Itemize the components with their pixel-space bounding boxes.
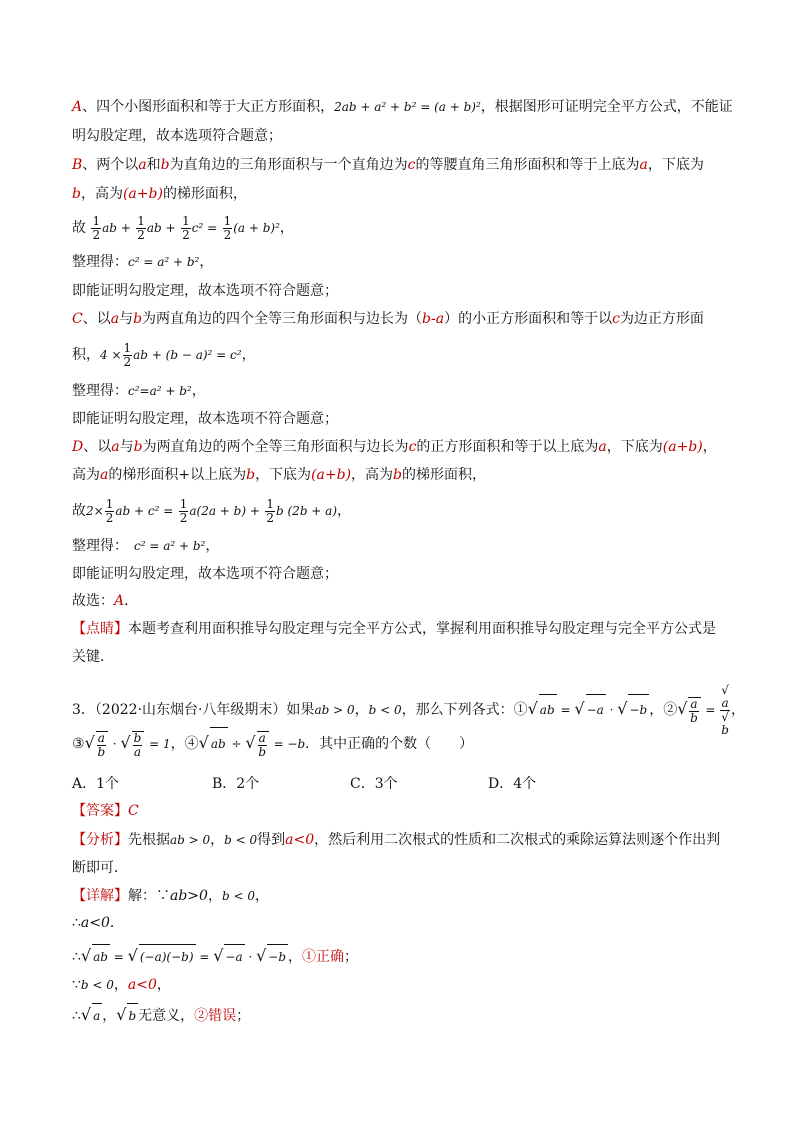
option-a-line-1: A、四个小图形面积和等于大正方形面积，2ab + a² + b² = (a + b)²，根据图形可证明完全平方公式，不能证 (72, 99, 733, 115)
solution-line-5: ∴√ a ，√ b 无意义，②错误； (72, 1003, 250, 1028)
option-c-simplify: 整理得：c²=a² + b²， (72, 383, 206, 399)
fraction-half: $\frac{1}{2}$ (123, 340, 132, 369)
solution-line-4: ∵b < 0，a<0， (72, 977, 171, 993)
fraction-half: $\frac{1}{2}$ (105, 496, 114, 525)
option-c-label: C (72, 311, 83, 327)
key-point-line-2: 关键． (72, 649, 114, 665)
option-d-line-2: 高为a的梯形面积+以上底为b，下底为(a+b)，高为b的梯形面积， (72, 467, 486, 483)
fraction-half: $\frac{1}{2}$ (179, 496, 188, 525)
choice-d[interactable]: D．4个 (488, 776, 537, 792)
solution-line-3: ∴√ ab = √ (−a)(−b) = √ −a · √ −b ，①正确； (72, 944, 358, 969)
solution-line-1: 【详解】解：∵ab>0，b < 0， (72, 888, 269, 904)
key-point-tag: 【点睛】 (72, 621, 128, 637)
option-c-line-1: C、以a与b为两直角边的四个全等三角形面积与边长为（b-a）的小正方形面积和等于以c为边正方形面 (72, 311, 704, 327)
question-3-line-2: ③√ $\frac{a}{b}$ · √ $\frac{b}{a}$ = 1，④√ ab ÷ √ $\frac{a}{b}$ = −b．其中正确的个数（ ） (72, 727, 473, 760)
option-c-conclusion: 即能证明勾股定理，故本选项不符合题意； (72, 411, 338, 427)
formula: 2ab + a² + b² = (a + b)² (334, 100, 481, 114)
choice-b[interactable]: B．2个 (212, 776, 260, 792)
analysis-line-1: 【分析】先根据ab > 0，b < 0得到a<0，然后利用二次根式的性质和二次根式的乘除运算法则逐个作出判 (72, 832, 721, 848)
analysis-line-2: 断即可． (72, 860, 128, 876)
solution-tag: 【详解】 (72, 888, 128, 904)
option-d-conclusion: 即能证明勾股定理，故本选项不符合题意； (72, 566, 338, 582)
option-b-formula: 故 $\frac{1}{2}$ ab + $\frac{1}{2}$ ab + $\frac{1}{2}$ c² = $\frac{1}{2}$ (a + b)²， (72, 213, 294, 242)
choice-c[interactable]: C．3个 (350, 776, 398, 792)
option-b-line-2: b，高为(a+b)的梯形面积， (72, 186, 247, 202)
option-a-line-2: 明勾股定理，故本选项符合题意； (72, 128, 282, 144)
mark-correct: ①正确 (302, 949, 345, 965)
fraction-half: $\frac{1}{2}$ (137, 213, 145, 242)
option-a-label: A (72, 99, 83, 115)
key-point-line-1: 【点睛】本题考查利用面积推导勾股定理与完全平方公式，掌握利用面积推导勾股定理与完全平方公式是 (72, 621, 716, 637)
option-d-simplify: 整理得： c² = a² + b²， (72, 538, 220, 554)
answer-tag: 【答案】 (72, 803, 128, 819)
fraction-half: $\frac{1}{2}$ (182, 213, 190, 242)
option-d-label: D (72, 439, 84, 455)
answer-value: C (128, 803, 139, 819)
option-b-simplify: 整理得：c² = a² + b²， (72, 254, 214, 270)
option-b-line-1: B、两个以a和b为直角边的三角形面积与一个直角边为c的等腰直角三角形面积和等于上底为a，下底为 (72, 157, 704, 173)
choice-a[interactable]: A．1个 (72, 776, 120, 792)
mark-wrong: ②错误 (194, 1008, 237, 1024)
final-choice: 故选：A． (72, 593, 139, 609)
fraction-half: $\frac{1}{2}$ (266, 496, 274, 525)
analysis-tag: 【分析】 (72, 832, 128, 848)
question-3-line-1: 3．（2022·山东烟台·八年级期末）如果ab > 0，b < 0，那么下列各式：①√ ab = √ −a · √ −b ，②√ $\frac{a}{b}$ = √ a √ b ， (72, 683, 745, 737)
option-d-formula: 故2× $\frac{1}{2}$ ab + c² = $\frac{1}{2}$ a(2a + b) + $\frac{1}{2}$ b (2b + a)， (72, 496, 352, 525)
solution-line-2: ∴a<0． (72, 915, 124, 931)
option-d-line-1: D、以a与b为两直角边的两个全等三角形面积与边长为c的正方形面积和等于以上底为a，下底为(a+b)， (72, 439, 717, 455)
option-b-conclusion: 即能证明勾股定理，故本选项不符合题意； (72, 283, 338, 299)
fraction-half: $\frac{1}{2}$ (92, 213, 101, 242)
answer-line (72, 801, 139, 821)
option-b-label: B (72, 157, 83, 173)
option-c-formula: 积，4 × $\frac{1}{2}$ ab + (b − a)² = c²， (72, 340, 256, 369)
fraction-half: $\frac{1}{2}$ (223, 213, 232, 242)
